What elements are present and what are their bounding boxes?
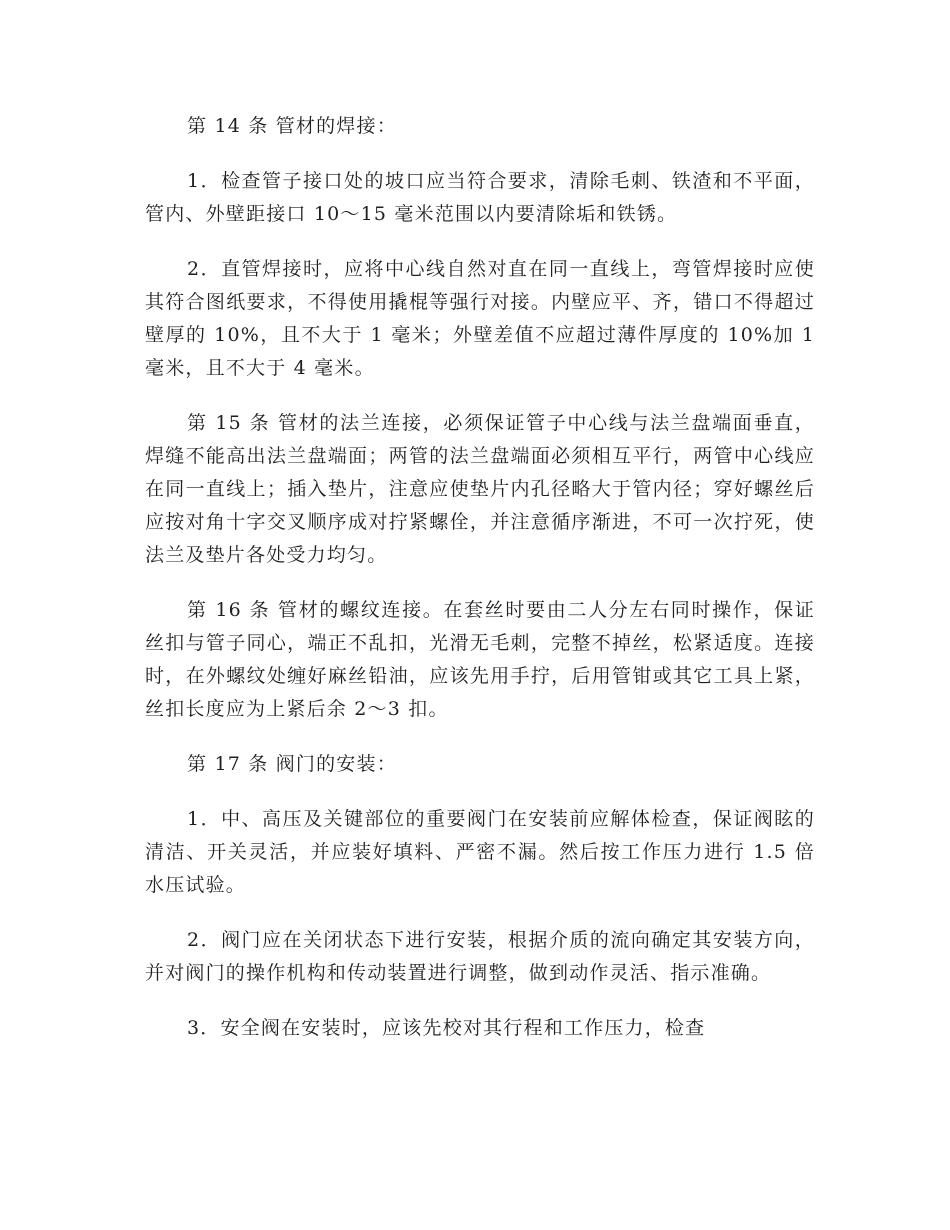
article-15-paragraph: 第 15 条 管材的法兰连接，必须保证管子中心线与法兰盘端面垂直，焊缝不能高出法兰盘端面；两管的法兰盘端面必须相互平行，两管中心线应在同一直线上；插入垫片，注意应使垫片内孔径略大于管内径；穿好螺丝后应按对角十字交叉顺序成对拧紧螺佺，并注意循序渐进，不可一次拧死，使法兰及垫片各处受力均匀。 <box>145 412 815 566</box>
article-17-heading: 第 17 条 阀门的安装： <box>187 753 397 775</box>
article-14-heading: 第 14 条 管材的焊接： <box>187 115 397 137</box>
article-17-item-3: 3．安全阀在安装时，应该先校对其行程和工作压力，检查 <box>187 1017 706 1039</box>
article-16-paragraph: 第 16 条 管材的螺纹连接。在套丝时要由二人分左右同时操作，保证丝扣与管子同心，端正不乱扣，光滑无毛刺，完整不掉丝，松紧适度。连接时，在外螺纹处缠好麻丝铅油，应该先用手拧，后用管钳或其它工具上紧，丝扣长度应为上紧后余 2～3 扣。 <box>145 599 815 720</box>
article-17-item-1: 1．中、高压及关键部位的重要阀门在安装前应解体检查，保证阀眩的清洁、开关灵活，并应装好填料、严密不漏。然后按工作压力进行 1.5 倍水压试验。 <box>145 808 815 896</box>
article-14-item-1: 1．检查管子接口处的坡口应当符合要求，清除毛刺、铁渣和不平面，管内、外壁距接口 10～15 毫米范围以内要清除垢和铁锈。 <box>145 170 815 225</box>
article-14-item-2: 2．直管焊接时，应将中心线自然对直在同一直线上，弯管焊接时应使其符合图纸要求，不得使用撬棍等强行对接。内壁应平、齐，错口不得超过壁厚的 10%，且不大于 1 毫米；外壁差值不应超过薄件厚度的 10%加 1 毫米，且不大于 4 毫米。 <box>145 258 815 379</box>
article-17-item-2: 2．阀门应在关闭状态下进行安装，根据介质的流向确定其安装方向，并对阀门的操作机构和传动装置进行调整，做到动作灵活、指示准确。 <box>145 929 815 984</box>
document-body <box>145 110 815 1067</box>
